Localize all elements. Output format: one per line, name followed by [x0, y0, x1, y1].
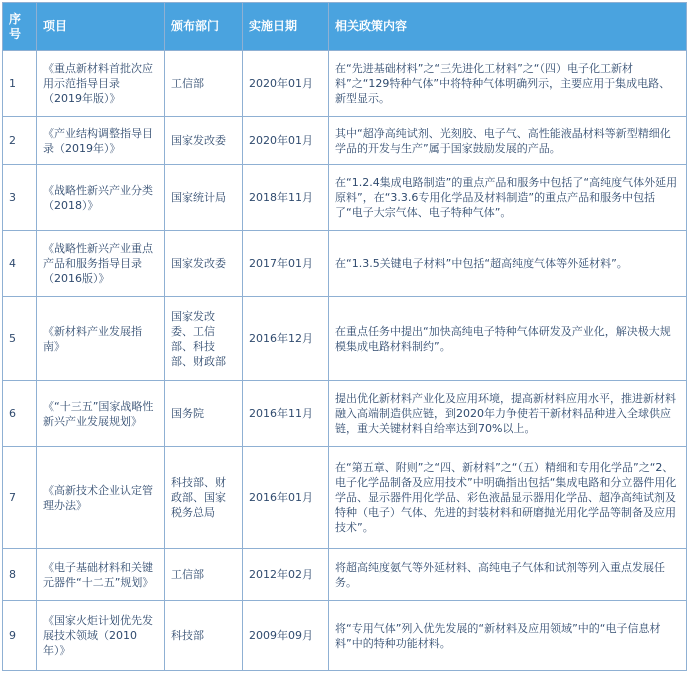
header-content: 相关政策内容 — [329, 3, 687, 51]
row-content: 在重点任务中提出“加快高纯电子特种气体研发及产业化，解决极大规模集成电路材料制约”。 — [329, 297, 687, 381]
row-content: 在“先进基础材料”之“三先进化工材料”之“（四）电子化工新材料”之“129特种气体”中将特种气体明确列示，主要应用于集成电路、新型显示。 — [329, 51, 687, 117]
row-dept: 国家发改委 — [165, 117, 243, 165]
row-project: 《战略性新兴产业分类（2018）》 — [37, 165, 165, 231]
table-body — [3, 51, 687, 671]
row-dept: 国家发改委 — [165, 231, 243, 297]
row-dept: 国务院 — [165, 381, 243, 447]
row-dept: 科技部 — [165, 601, 243, 671]
row-content: 将超高纯度氨气等外延材料、高纯电子气体和试剂等列入重点发展任务。 — [329, 549, 687, 601]
row-number: 7 — [3, 447, 37, 549]
row-date: 2016年01月 — [243, 447, 329, 549]
row-number: 2 — [3, 117, 37, 165]
table-row — [3, 51, 687, 117]
row-number: 6 — [3, 381, 37, 447]
header-project: 项目 — [37, 3, 165, 51]
header-dept: 颁布部门 — [165, 3, 243, 51]
row-project: 《重点新材料首批次应用示范指导目录（2019年版）》 — [37, 51, 165, 117]
row-dept: 科技部、财政部、国家税务总局 — [165, 447, 243, 549]
row-date: 2018年11月 — [243, 165, 329, 231]
row-number: 5 — [3, 297, 37, 381]
row-number: 8 — [3, 549, 37, 601]
row-number: 4 — [3, 231, 37, 297]
policy-table — [2, 2, 687, 671]
row-project: 《战略性新兴产业重点产品和服务指导目录（2016版）》 — [37, 231, 165, 297]
table-row — [3, 297, 687, 381]
header-date: 实施日期 — [243, 3, 329, 51]
row-dept: 工信部 — [165, 549, 243, 601]
row-date: 2020年01月 — [243, 117, 329, 165]
table-row — [3, 117, 687, 165]
row-project: 《“十三五”国家战略性新兴产业发展规划》 — [37, 381, 165, 447]
row-content: 将“专用气体”列入优先发展的“新材料及应用领域”中的“电子信息材料”中的特种功能材料。 — [329, 601, 687, 671]
row-date: 2016年11月 — [243, 381, 329, 447]
row-content: 在“第五章、附则”之“四、新材料”之“（五）精细和专用化学品”之“2、电子化学品制备及应用技术”中明确指出包括“集成电路和分立器件用化学品、显示器件用化学品、彩色液晶显示器用化学品、超净高纯试剂及特种（电子）气体、先进的封装材料和研磨抛光用化学品等制备及应用技术”。 — [329, 447, 687, 549]
row-project: 《国家火炬计划优先发展技术领域（2010年）》 — [37, 601, 165, 671]
table-row — [3, 381, 687, 447]
row-date: 2009年09月 — [243, 601, 329, 671]
table-row — [3, 231, 687, 297]
row-date: 2017年01月 — [243, 231, 329, 297]
row-project: 《高新技术企业认定管理办法》 — [37, 447, 165, 549]
row-dept: 国家发改委、工信部、科技部、财政部 — [165, 297, 243, 381]
row-project: 《产业结构调整指导目录（2019年）》 — [37, 117, 165, 165]
table-row — [3, 165, 687, 231]
row-project: 《电子基础材料和关键元器件“十二五”规划》 — [37, 549, 165, 601]
row-content: 在“1.3.5关键电子材料”中包括“超高纯度气体等外延材料”。 — [329, 231, 687, 297]
row-dept: 国家统计局 — [165, 165, 243, 231]
row-content: 在“1.2.4集成电路制造”的重点产品和服务中包括了“高纯度气体外延用原料”，在“3.3.6专用化学品及材料制造”的重点产品和服务中包括了“电子大宗气体、电子特种气体”。 — [329, 165, 687, 231]
table-row — [3, 601, 687, 671]
row-number: 3 — [3, 165, 37, 231]
table-row — [3, 549, 687, 601]
row-project: 《新材料产业发展指南》 — [37, 297, 165, 381]
table-header — [3, 3, 687, 51]
table-row — [3, 447, 687, 549]
row-content: 提出优化新材料产业化及应用环境，提高新材料应用水平，推进新材料融入高端制造供应链，到2020年力争使若干新材料品种进入全球供应链，重大关键材料自给率达到70%以上。 — [329, 381, 687, 447]
header-no: 序号 — [3, 3, 37, 51]
row-date: 2012年02月 — [243, 549, 329, 601]
row-dept: 工信部 — [165, 51, 243, 117]
row-number: 9 — [3, 601, 37, 671]
row-date: 2020年01月 — [243, 51, 329, 117]
row-content: 其中“超净高纯试剂、光刻胶、电子气、高性能液晶材料等新型精细化学品的开发与生产”属于国家鼓励发展的产品。 — [329, 117, 687, 165]
row-date: 2016年12月 — [243, 297, 329, 381]
row-number: 1 — [3, 51, 37, 117]
